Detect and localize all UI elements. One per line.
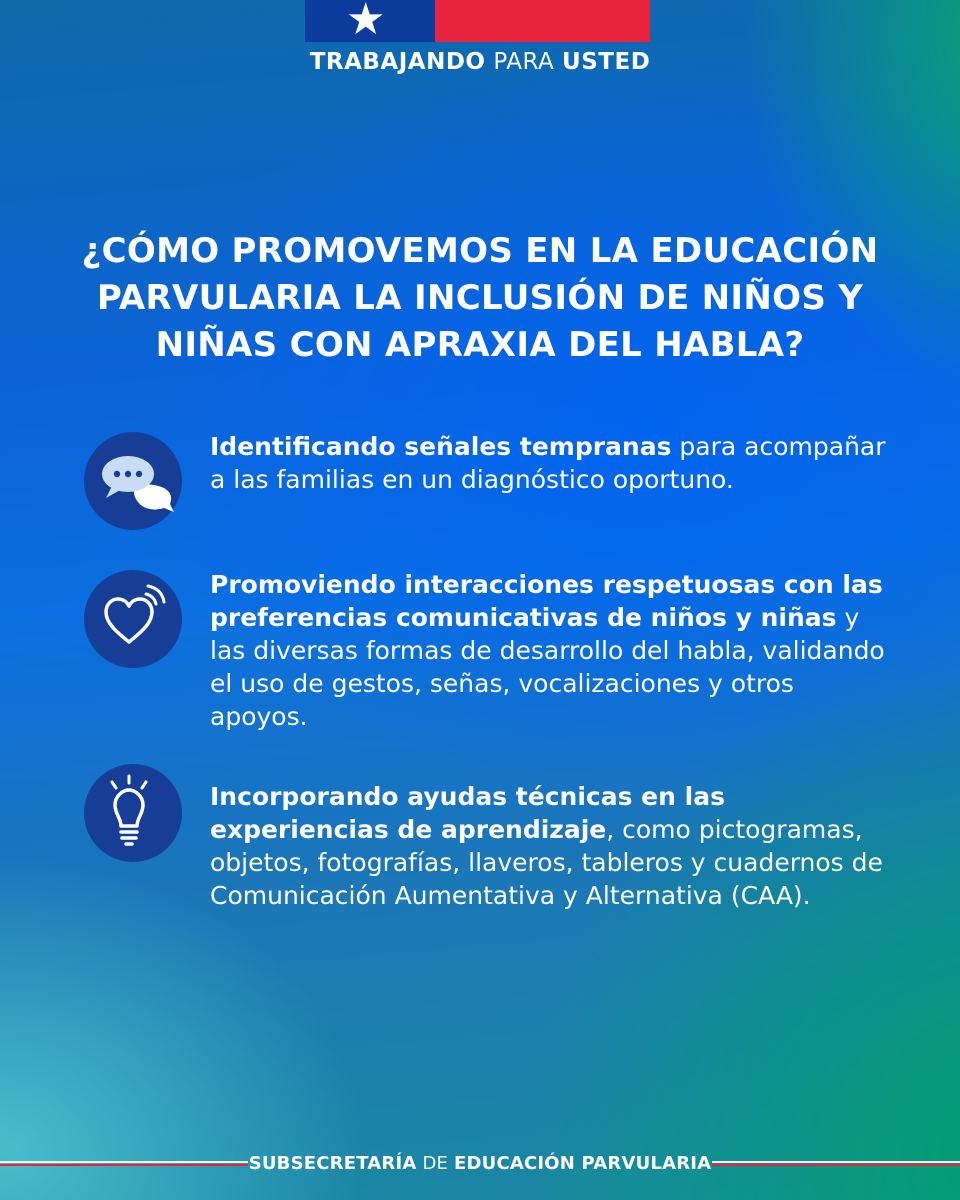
footer bbox=[0, 1152, 960, 1176]
item-bold-text: Promoviendo interacciones respetuosas con las preferencias comunicativas de niños y niñas bbox=[210, 570, 883, 632]
tagline-bold-1: TRABAJANDO bbox=[309, 49, 486, 75]
title-line-3: NIÑAS CON APRAXIA DEL HABLA? bbox=[155, 325, 805, 365]
footer-light: DE bbox=[422, 1153, 449, 1174]
tagline-bold-2: USTED bbox=[562, 49, 651, 75]
lightbulb-icon bbox=[84, 764, 182, 862]
item-bold-text: Incorporando ayudas técnicas en las experiencias de aprendizaje bbox=[210, 782, 725, 844]
chile-flag-logo bbox=[305, 0, 650, 45]
flag-blue-field bbox=[305, 0, 435, 45]
tagline bbox=[0, 49, 960, 75]
item-rest-text: y las diversas formas de desarrollo del habla, validando el uso de gestos, señas, vocalizaciones y otros apoyos. bbox=[210, 603, 885, 731]
footer-bold-1: SUBSECRETARÍA bbox=[248, 1153, 417, 1174]
page-title bbox=[60, 228, 900, 369]
heart-signal-icon bbox=[84, 570, 182, 668]
item-rest-text: , como pictogramas, objetos, fotografías, llaveros, tableros y cuadernos de Comunicación Aumentativa y Alternativa (CAA). bbox=[210, 815, 883, 910]
tagline-light: PARA bbox=[493, 49, 555, 75]
item-rest-text: para acompañar a las familias en un diagnóstico oportuno. bbox=[210, 432, 886, 494]
flag-red-field bbox=[435, 0, 650, 42]
item-text bbox=[210, 430, 890, 496]
footer-text bbox=[248, 1152, 712, 1176]
title-line-1: ¿CÓMO PROMOVEMOS EN LA EDUCACIÓN bbox=[81, 231, 879, 271]
title-line-2: PARVULARIA LA INCLUSIÓN DE NIÑOS Y bbox=[96, 278, 864, 318]
chat-bubbles-icon bbox=[84, 432, 182, 530]
footer-bold-2: EDUCACIÓN PARVULARIA bbox=[454, 1153, 712, 1174]
item-bold-text: Identificando señales tempranas bbox=[210, 432, 672, 461]
item-text bbox=[210, 568, 890, 733]
footer-rule-left bbox=[0, 1161, 248, 1169]
item-text bbox=[210, 780, 890, 912]
star-icon: ★ bbox=[346, 0, 386, 45]
footer-rule-right bbox=[712, 1161, 960, 1169]
